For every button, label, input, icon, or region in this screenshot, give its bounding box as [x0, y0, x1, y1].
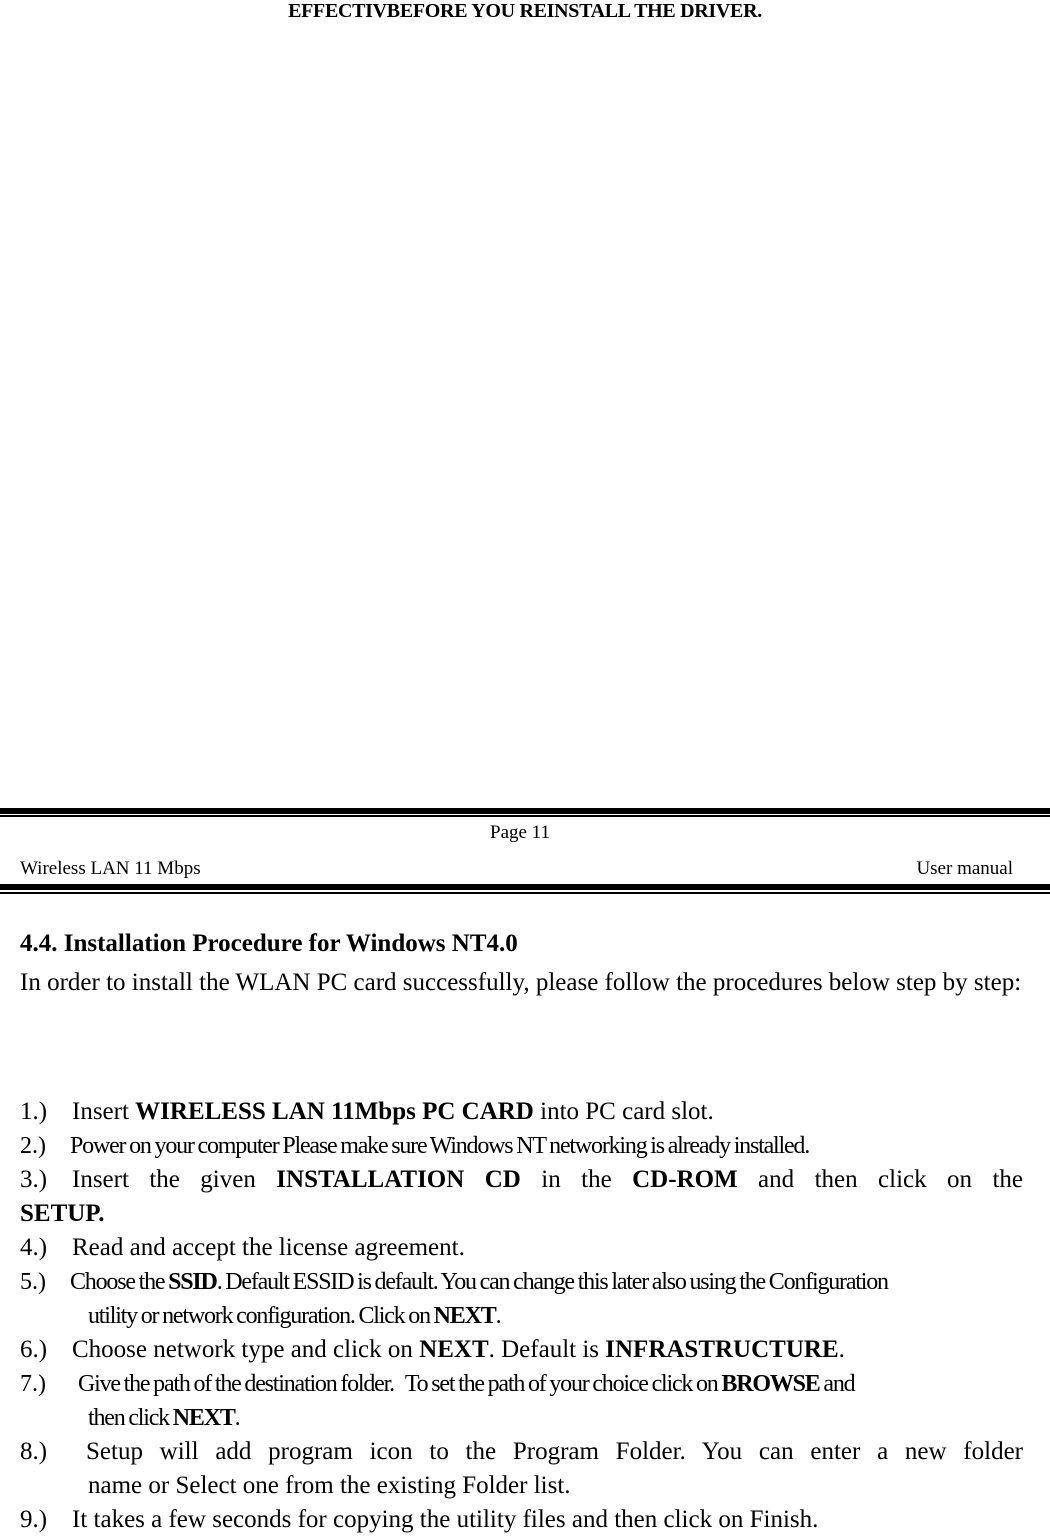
step-number: 7.) — [20, 1371, 46, 1397]
step-text: Read and accept the license agreement. — [72, 1234, 465, 1261]
step-number: 6.) — [20, 1336, 48, 1363]
step-text: . — [495, 1303, 501, 1329]
page-number: Page 11 — [490, 822, 550, 843]
step-text: Insert — [72, 1098, 136, 1125]
step-number: 5.) — [20, 1269, 46, 1295]
section-title: 4.4. Installation Procedure for Windows NT4.0 — [20, 930, 518, 957]
footer-rule-thin — [0, 815, 1050, 817]
step-8-continuation — [20, 1469, 1023, 1503]
step-text: utility or network configuration. Click on — [88, 1303, 434, 1329]
top-banner: EFFECTIVBEFORE YOU REINSTALL THE DRIVER. — [288, 0, 762, 22]
step-text: in the — [520, 1166, 633, 1193]
step-emphasis: WIRELESS LAN 11Mbps PC CARD — [135, 1098, 534, 1125]
step-number: 2.) — [20, 1133, 46, 1159]
step-emphasis: NEXT — [419, 1336, 489, 1363]
step-2 — [20, 1129, 1023, 1163]
step-number: 1.) — [20, 1098, 48, 1125]
step-text: Choose network type and click on — [72, 1336, 420, 1363]
step-text: Choose the — [70, 1269, 169, 1295]
step-7 — [20, 1367, 1023, 1401]
step-7-continuation — [20, 1401, 1023, 1435]
step-emphasis: INFRASTRUCTURE — [605, 1336, 839, 1363]
step-emphasis: SSID — [168, 1269, 217, 1295]
header-rule-thin — [0, 892, 1050, 894]
step-text: . Default is — [488, 1336, 606, 1363]
steps-list — [20, 1095, 1023, 1537]
step-text: Power on your computer Please make sure Windows NT networking is already installed. — [70, 1133, 810, 1159]
step-text: It takes a few seconds for copying the utility files and then click on Finish. — [72, 1506, 819, 1533]
header-rule-thick — [0, 884, 1050, 890]
step-5 — [20, 1265, 1023, 1299]
step-5-continuation — [20, 1299, 1023, 1333]
step-6 — [20, 1333, 1023, 1367]
step-text: Setup will add program icon to the Program Folder. You can enter a new folder — [86, 1438, 1023, 1465]
step-number: 8.) — [20, 1438, 48, 1465]
step-4 — [20, 1231, 1023, 1265]
step-1 — [20, 1095, 1023, 1129]
step-text: then click — [88, 1405, 173, 1431]
step-text: . Default ESSID is default. You can change this later also using the Configuration — [216, 1269, 888, 1295]
step-text: . — [838, 1336, 845, 1363]
step-text: Give the path of the destination folder. To set the path of your choice click on — [78, 1371, 722, 1397]
step-number: 9.) — [20, 1506, 48, 1533]
step-3 — [20, 1163, 1023, 1197]
step-text: Insert the given — [72, 1166, 277, 1193]
step-number: 3.) — [20, 1166, 48, 1193]
step-8 — [20, 1435, 1023, 1469]
step-emphasis: NEXT — [433, 1303, 496, 1329]
step-text: and then click on the — [737, 1166, 1023, 1193]
step-emphasis: CD-ROM — [632, 1166, 738, 1193]
step-text: . — [234, 1405, 240, 1431]
step-text: and — [819, 1371, 855, 1397]
running-header-doc-type: User manual — [916, 858, 1013, 879]
running-header-title: Wireless LAN 11 Mbps — [20, 858, 201, 879]
step-text: into PC card slot. — [533, 1098, 714, 1125]
footer-rule-thick — [0, 808, 1050, 814]
step-number: 4.) — [20, 1234, 48, 1261]
step-9 — [20, 1503, 1023, 1537]
step-emphasis: SETUP. — [20, 1200, 105, 1227]
step-text: name or Select one from the existing Folder list. — [88, 1472, 571, 1499]
step-emphasis: NEXT — [172, 1405, 235, 1431]
step-emphasis: BROWSE — [721, 1371, 820, 1397]
intro-paragraph: In order to install the WLAN PC card successfully, please follow the procedures below step by step: — [20, 969, 1022, 996]
step-emphasis: INSTALLATION CD — [276, 1166, 521, 1193]
step-3-continuation — [20, 1197, 1023, 1231]
